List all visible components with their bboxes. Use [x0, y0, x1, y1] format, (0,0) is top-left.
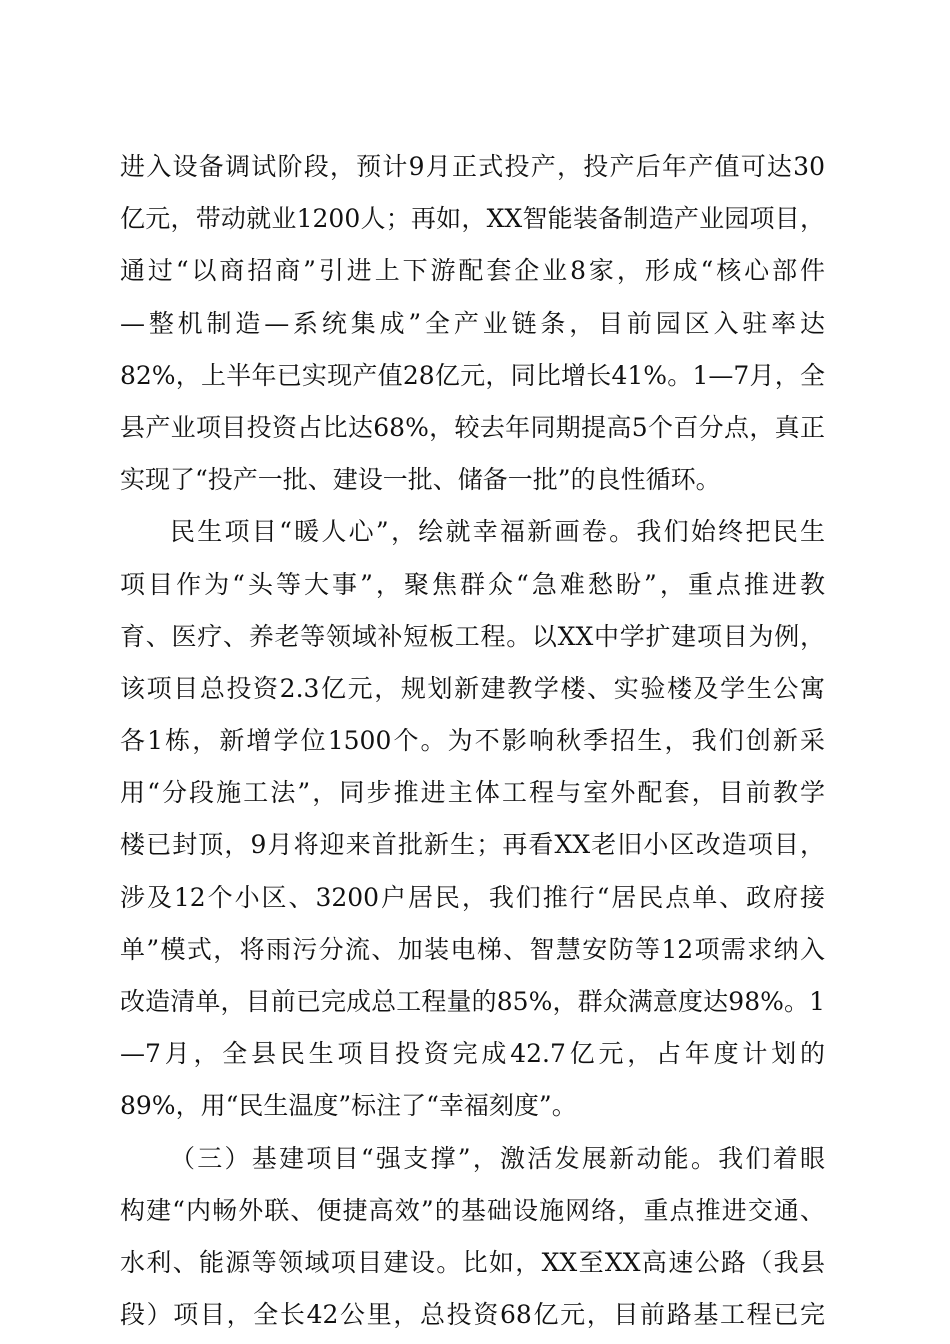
text-line: —整机制造—系统集成”全产业链条，目前园区入驻率达	[120, 308, 825, 338]
paragraph-end-line: 89%，用“民生温度”标注了“幸福刻度”。	[120, 1091, 577, 1121]
text-line: 构建“内畅外联、便捷高效”的基础设施网络，重点推进交通、	[120, 1195, 825, 1225]
text-line: 用“分段施工法”，同步推进主体工程与室外配套，目前教学	[120, 778, 825, 808]
text-line: 县产业项目投资占比达68%，较去年同期提高5个百分点，真正	[120, 412, 825, 442]
text-line: 水利、能源等领域项目建设。比如，XX至XX高速公路（我县	[120, 1247, 825, 1277]
section-heading-line: （三）基建项目“强支撑”，激活发展新动能。我们着眼	[170, 1143, 825, 1173]
text-line: 单”模式，将雨污分流、加装电梯、智慧安防等12项需求纳入	[120, 934, 825, 964]
text-line: 通过“以商招商”引进上下游配套企业8家，形成“核心部件	[120, 256, 825, 286]
text-line: 涉及12个小区、3200户居民，我们推行“居民点单、政府接	[120, 882, 825, 912]
text-line: 项目作为“头等大事”，聚焦群众“急难愁盼”，重点推进教	[120, 569, 825, 599]
text-line: 各1栋，新增学位1500个。为不影响秋季招生，我们创新采	[120, 726, 825, 756]
text-line: 进入设备调试阶段，预计9月正式投产，投产后年产值可达30	[120, 152, 825, 181]
text-line: 改造清单，目前已完成总工程量的85%，群众满意度达98%。1	[120, 987, 825, 1016]
paragraph-first-line: 民生项目“暖人心”，绘就幸福新画卷。我们始终把民生	[170, 517, 825, 547]
text-line: —7月，全县民生项目投资完成42.7亿元，占年度计划的	[120, 1039, 825, 1069]
paragraph-end-line: 实现了“投产一批、建设一批、储备一批”的良性循环。	[120, 465, 721, 495]
text-line: 育、医疗、养老等领域补短板工程。以XX中学扩建项目为例，	[120, 621, 825, 651]
body-text	[120, 141, 825, 1341]
text-line: 亿元，带动就业1200人；再如，XX智能装备制造产业园项目，	[120, 204, 825, 234]
text-line: 段）项目，全长42公里，总投资68亿元，目前路基工程已完	[120, 1300, 825, 1330]
text-line: 82%，上半年已实现产值28亿元，同比增长41%。1—7月，全	[120, 360, 825, 390]
text-line: 楼已封顶，9月将迎来首批新生；再看XX老旧小区改造项目，	[120, 830, 825, 860]
text-line: 该项目总投资2.3亿元，规划新建教学楼、实验楼及学生公寓	[120, 673, 825, 703]
